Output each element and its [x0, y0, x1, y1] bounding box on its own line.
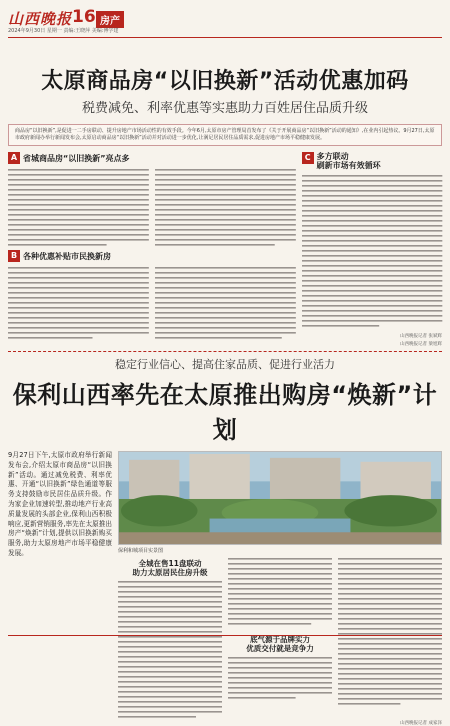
text-lines: [155, 265, 296, 341]
section-a-text-col2: [155, 167, 296, 247]
story1-subheadline: 税费减免、利率优惠等实惠助力百姓居住品质升级: [81, 101, 368, 116]
text-lines: [228, 655, 332, 703]
section-b-heading: [8, 250, 296, 262]
story2-intro: 9月27日下午,太原市政府举行新闻发布会,介绍太原市商品房“以旧换新”活动。通过减免税费、利率优惠、开通“以旧换新”绿色通道等服务支持鼓励市民居住品质升级。作为家企业加速转型,推动地产行业高质量发展的头部企业,保利山西积极响应,更新营销服务,率先在太原推出房产“焕新”计划,提供以旧换新购买服务,助力太原房地产市场平稳健康发展。: [8, 451, 112, 557]
photo-caption: 保利和城项目实景图: [118, 548, 164, 554]
story2-col2: [118, 556, 222, 726]
story2-col3: [228, 556, 332, 726]
story1-credit-b: 山西晚报记者 梁旭辉: [400, 342, 442, 347]
story1-body: [8, 152, 442, 341]
story2-body: [8, 451, 442, 726]
text-lines: [338, 556, 442, 716]
col2-heading-line1: 全城在售11盘联动: [138, 559, 202, 568]
dateline: 2024年9月30日 星期一 责编:王晓萍 美编:傅学建: [8, 28, 119, 34]
section-a-text-col1: [8, 167, 149, 247]
text-lines: [228, 556, 332, 628]
section-c-text: [302, 173, 442, 333]
newspaper-logo: 山西晚报: [8, 10, 73, 28]
story1-lead: 商品房“以旧换新”,是促进一二手房联动、提升房地产市场活动性的有效手段。今年6月,太原市房产管理局首发布了《关于开展商品房“以旧换新”活动的通知》,在业内引起热议。9月27日,太原市政府新闻办举行新闻发布会,太原启动商品房“以旧换新”活动并对活动进一步优化,让满足居民居住品质需求,促进房地产市场平稳健康发展。: [8, 124, 442, 146]
section-tag: 房产: [96, 11, 124, 28]
text-lines: [155, 167, 296, 247]
garden-scene-image: [119, 452, 441, 544]
section-b-badge: B: [8, 250, 20, 262]
text-lines: [8, 265, 149, 341]
section-a-heading: [8, 152, 296, 164]
story2-credit: 山西晚报记者 成家泽: [400, 721, 442, 726]
story2-kicker: 稳定行业信心、提高住家品质、促进行业活力: [115, 358, 335, 371]
section-a-badge: A: [8, 152, 20, 164]
section-b-text-col1: [8, 265, 149, 341]
story1-headline: 太原商品房“以旧换新”活动优惠加码: [41, 69, 409, 94]
col3-heading-line2: 优质交付就是竞争力: [246, 644, 314, 653]
section-c-title-wrap: [317, 152, 381, 170]
story2-right: [118, 451, 442, 726]
masthead: [8, 6, 442, 38]
section-b-columns: [8, 265, 296, 341]
text-lines: [8, 167, 149, 247]
section-a-columns: [8, 167, 296, 247]
col3-heading: [228, 635, 332, 653]
story2-headline: 保利山西率先在太原推出购房“焕新”计划: [12, 381, 438, 444]
section-c-heading: [302, 152, 442, 170]
story2-columns: [118, 556, 442, 726]
project-photo: [118, 451, 442, 545]
section-b-text-col2: [155, 265, 296, 341]
story2-intro-col: [8, 451, 112, 726]
text-lines: [118, 579, 222, 719]
story1-right-area: [302, 152, 442, 341]
section-b-title: 各种优惠补贴市民换新房: [23, 251, 111, 261]
story2-col4: [338, 556, 442, 726]
story1-left-area: [8, 152, 296, 341]
col2-heading-line2: 助力太原居民住房升级: [132, 568, 208, 577]
story1-credit-a: 山西晚报记者 张斌辉: [400, 334, 442, 339]
text-lines: [302, 173, 442, 333]
section-c-title-line1: 多方联动: [316, 152, 349, 161]
page-number: 16: [72, 7, 96, 27]
story-divider: [8, 351, 442, 352]
section-c-title-line2: 刷新市场有效循环: [316, 161, 381, 170]
page-bottom-rule: [8, 635, 442, 636]
col2-heading: [118, 559, 222, 577]
section-a-title: 省城商品房“以旧换新”亮点多: [23, 153, 130, 163]
section-c-badge: C: [302, 152, 314, 164]
col3-heading-line1: 底气源于品牌实力: [250, 635, 310, 644]
